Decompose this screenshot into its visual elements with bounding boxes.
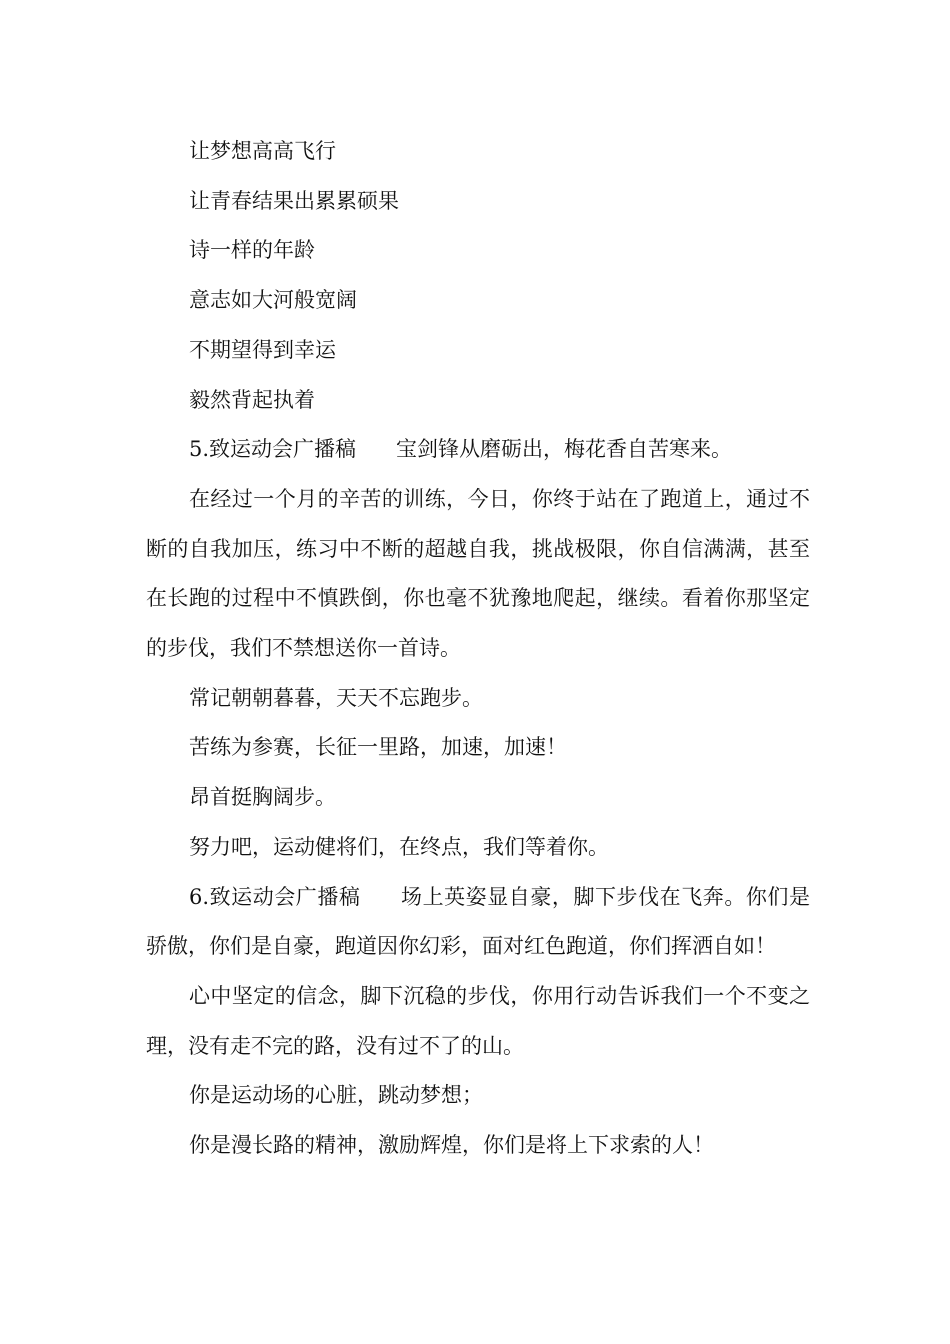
section-5-heading: 5.致运动会广播稿 [189,437,357,462]
section-6-line: 你是运动场的心脏，跳动梦想； [189,1083,483,1108]
poem-line: 诗一样的年龄 [189,238,315,263]
section-5-poem-line: 常记朝朝暮暮，天天不忘跑步。 [189,685,483,710]
section-6-line: 你是漫长路的精神，激励辉煌，你们是将上下求索的人！ [189,1133,714,1158]
poem-line: 毅然背起执着 [189,387,315,412]
document-body [146,127,810,1171]
poem-line: 意志如大河般宽阔 [189,288,357,313]
section-6-heading: 6.致运动会广播稿 [189,884,361,909]
section-6-paragraph: 心中坚定的信念，脚下沉稳的步伐，你用行动告诉我们一个不变之理，没有走不完的路，没有过不了的山。 [146,983,810,1058]
poem-line: 让青春结果出累累硕果 [189,188,399,213]
section-5-poem-line: 努力吧，运动健将们，在终点，我们等着你。 [189,834,609,859]
section-6-opening [146,873,810,972]
section-5-opening [146,425,810,475]
section-5-poem-line: 苦练为参赛，长征一里路，加速，加速！ [189,735,567,760]
section-5-paragraph: 在经过一个月的辛苦的训练，今日，你终于站在了跑道上，通过不断的自我加压，练习中不断的超越自我，挑战极限，你自信满满，甚至在长跑的过程中不慎跌倒，你也毫不犹豫地爬起，继续。看着你那坚定的步伐，我们不禁想送你一首诗。 [146,486,810,661]
section-5-intro: 宝剑锋从磨砺出，梅花香自苦寒来。 [396,437,733,462]
section-6-intro: 场上英姿显自豪，脚下步伐在飞奔。你们是骄傲，你们是自豪，跑道因你幻彩，面对红色跑道，你们挥洒自如！ [146,884,810,959]
poem-line: 让梦想高高飞行 [189,139,336,163]
section-5-poem-line: 昂首挺胸阔步。 [189,785,336,810]
poem-line: 不期望得到幸运 [189,337,336,362]
